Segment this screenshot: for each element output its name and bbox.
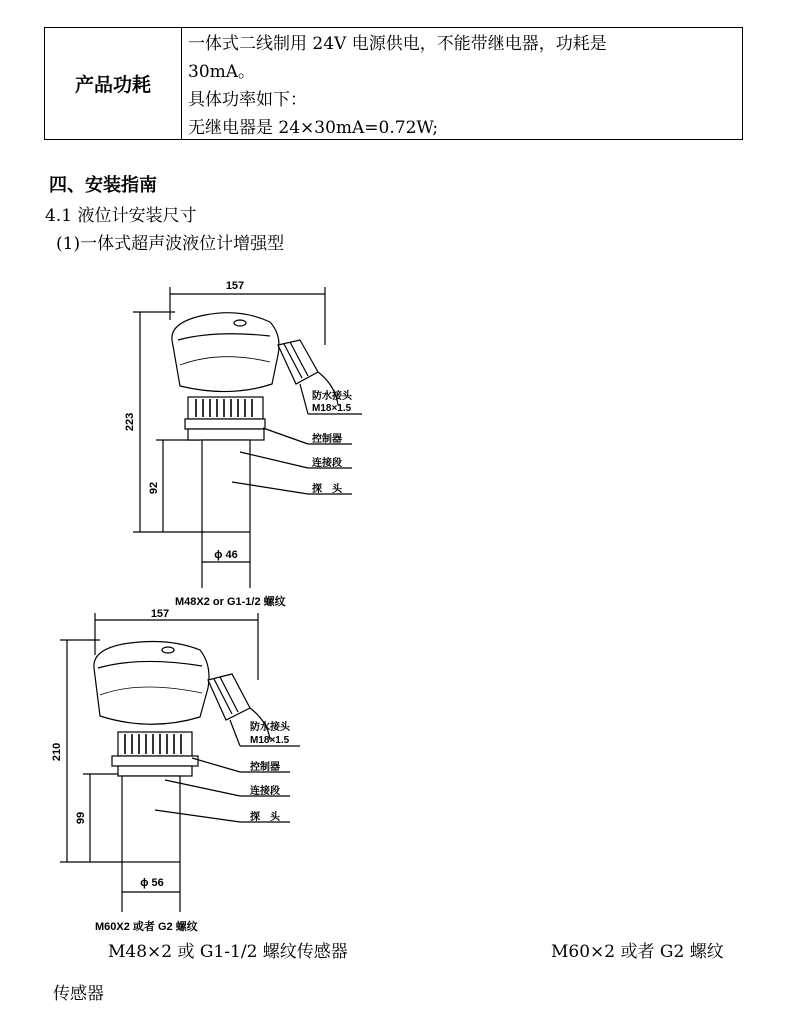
dim-width: 157 — [225, 280, 245, 292]
spec-line: 无继电器是 24×30mA=0.72W; — [188, 118, 439, 138]
callout-controller: 控制器 — [250, 762, 280, 773]
section-heading: 四、安装指南 — [49, 175, 157, 196]
callout-controller: 控制器 — [312, 434, 342, 445]
dim-probe: 92 — [148, 481, 160, 495]
spec-table — [44, 27, 743, 140]
callout-gland-thread: M18×1.5 — [250, 735, 290, 746]
item-heading: (1)一体式超声波液位计增强型 — [56, 234, 285, 254]
callout-gland-thread: M18×1.5 — [312, 403, 352, 414]
subsection-heading: 4.1 液位计安装尺寸 — [45, 206, 197, 226]
thread-label: M60X2 或者 G2 螺纹 — [95, 921, 198, 933]
caption-bottom: 传感器 — [53, 984, 104, 1004]
spec-content — [182, 28, 742, 139]
thread-label: M48X2 or G1-1/2 螺纹 — [175, 596, 286, 608]
callout-connector: 连接段 — [250, 786, 280, 797]
spec-line: 具体功率如下： — [188, 90, 307, 110]
callout-connector: 连接段 — [312, 458, 342, 469]
sensor-drawing-2 — [0, 605, 420, 935]
dim-probe: 99 — [75, 811, 87, 825]
dim-diameter: ϕ 56 — [140, 877, 164, 889]
dim-height: 223 — [124, 412, 136, 432]
callout-probe: 探 头 — [250, 812, 280, 823]
spec-line: 一体式二线制用 24V 电源供电，不能带继电器，功耗是 — [188, 34, 607, 54]
sensor-drawing-1 — [0, 270, 420, 615]
caption-right: M60×2 或者 G2 螺纹 — [551, 942, 724, 962]
callout-gland: 防水接头 — [250, 722, 290, 733]
spec-line: 30mA。 — [188, 62, 256, 82]
spec-label: 产品功耗 — [45, 28, 182, 139]
dim-width: 157 — [150, 608, 170, 620]
callout-probe: 探 头 — [312, 484, 342, 495]
caption-left: M48×2 或 G1-1/2 螺纹传感器 — [108, 942, 348, 962]
dim-diameter: ϕ 46 — [214, 549, 238, 561]
callout-gland: 防水接头 — [312, 391, 352, 402]
dim-height: 210 — [51, 742, 63, 762]
